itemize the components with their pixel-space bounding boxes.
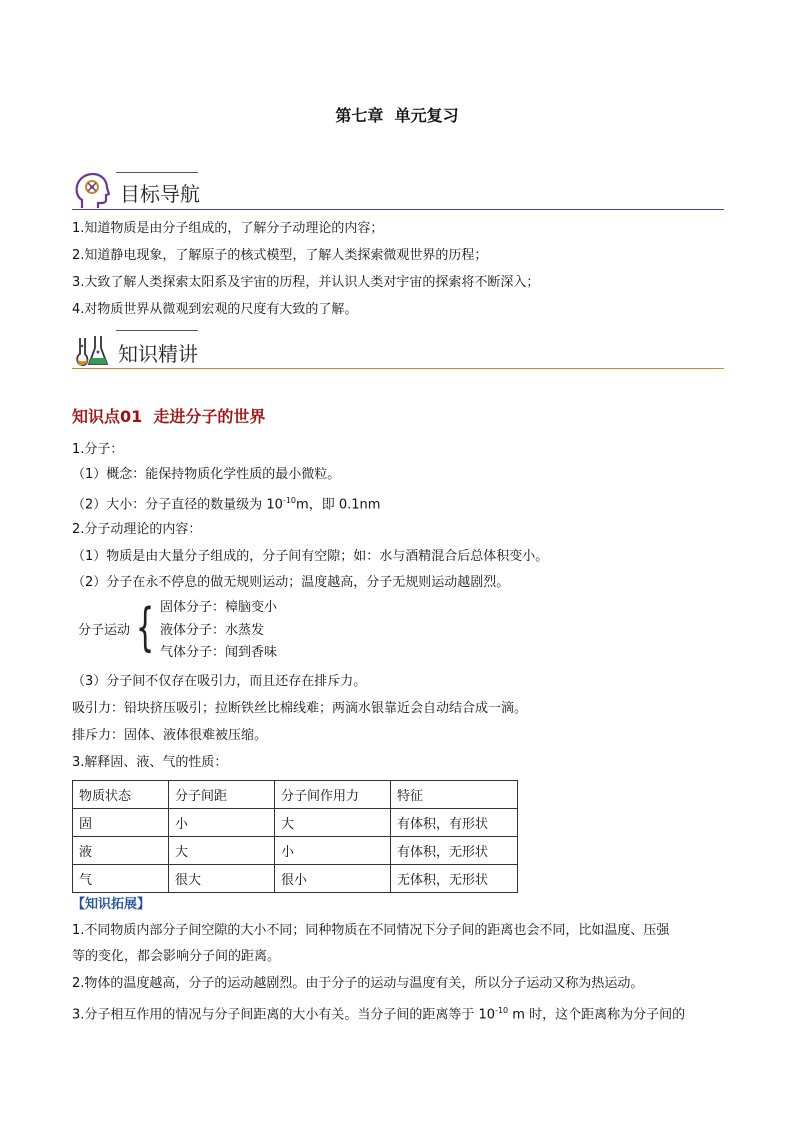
goal-item: 1.知道物质是由分子组成的，了解分子动理论的内容； — [72, 221, 384, 236]
extension-text: m 时，这个距离称为分子间的 — [508, 1007, 686, 1023]
body-line: （1）物质是由大量分子组成的，分子间有空隙；如：水与酒精混合后总体积变小。 — [72, 549, 549, 564]
table-header-row — [73, 781, 518, 809]
extension-line: 1.不同物质内部分子间空隙的大小不同；同种物质在不同情况下分子间的距离也会不同，比如温度、压强 — [72, 923, 670, 938]
body-line: 3.解释固、液、气的性质： — [72, 755, 228, 770]
states-table — [72, 780, 518, 893]
table-header-cell: 物质状态 — [73, 781, 169, 809]
motion-item: 液体分子：水蒸发 — [160, 623, 265, 638]
section-knowledge-header — [72, 328, 724, 372]
goal-item: 4.对物质世界从微观到宏观的尺度有大致的了解。 — [72, 302, 358, 317]
table-cell: 小 — [275, 837, 391, 865]
table-cell: 小 — [169, 809, 275, 837]
body-line: 2.分子动理论的内容： — [72, 522, 202, 537]
table-cell: 有体积，无形状 — [391, 837, 518, 865]
table-cell: 有体积，有形状 — [391, 809, 518, 837]
extension-line — [72, 1002, 685, 1024]
molecule-size-unit: m，即 0.1nm — [296, 497, 381, 513]
section-target-header — [72, 170, 724, 214]
exponent: -10 — [495, 1006, 509, 1015]
motion-item: 固体分子：樟脑变小 — [160, 600, 278, 615]
table-row — [73, 837, 518, 865]
table-header-cell: 特征 — [391, 781, 518, 809]
extension-label: 【知识拓展】 — [72, 897, 151, 912]
table-cell: 液 — [73, 837, 169, 865]
body-line: （2）分子在永不停息的做无规则运动；温度越高，分子无规则运动越剧烈。 — [72, 575, 510, 590]
table-header-cell: 分子间作用力 — [275, 781, 391, 809]
extension-line: 2.物体的温度越高，分子的运动越剧烈。由于分子的运动与温度有关，所以分子运动又称为热运动。 — [72, 976, 644, 991]
knowledge-point-title: 知识点01 走进分子的世界 — [72, 407, 266, 426]
extension-text: 3.分子相互作用的情况与分子间距离的大小有关。当分子间的距离等于 10 — [72, 1007, 496, 1023]
extension-line: 等的变化，都会影响分子间的距离。 — [72, 949, 281, 964]
goal-item: 2.知道静电现象，了解原子的核式模型，了解人类探索微观世界的历程； — [72, 248, 488, 263]
section-heading: 目标导航 — [120, 182, 200, 206]
section-heading: 知识精讲 — [118, 342, 198, 366]
section-rule — [72, 209, 724, 210]
table-cell: 固 — [73, 809, 169, 837]
page-title: 第七章 单元复习 — [335, 106, 459, 125]
body-line: 排斥力：固体、液体很难被压缩。 — [72, 728, 268, 743]
section-rule — [72, 368, 724, 369]
table-cell: 很小 — [275, 865, 391, 893]
motion-label: 分子运动 — [78, 623, 131, 638]
head-gear-icon — [74, 172, 110, 210]
molecule-size-text: （2）大小：分子直径的数量级为 10 — [72, 497, 283, 513]
section-top-rule — [116, 172, 198, 173]
motion-item: 气体分子：闻到香味 — [160, 645, 278, 660]
table-row — [73, 865, 518, 893]
body-line — [72, 492, 380, 514]
body-line: （3）分子间不仅存在吸引力，而且还存在排斥力。 — [72, 674, 367, 689]
body-line: 1.分子： — [72, 442, 124, 457]
exponent: -10 — [282, 496, 297, 505]
table-cell: 气 — [73, 865, 169, 893]
body-line: 吸引力：铅块挤压吸引；拉断铁丝比棉线难；两滴水银靠近会自动结合成一滴。 — [72, 701, 528, 716]
table-cell: 无体积，无形状 — [391, 865, 518, 893]
table-row — [73, 809, 518, 837]
flask-icon — [74, 332, 112, 368]
table-cell: 大 — [275, 809, 391, 837]
body-line: （1）概念：能保持物质化学性质的最小微粒。 — [72, 467, 341, 482]
goal-item: 3.大致了解人类探索太阳系及宇宙的历程，并认识人类对宇宙的探索将不断深入； — [72, 275, 540, 290]
table-header-cell: 分子间距 — [169, 781, 275, 809]
curly-brace: { — [136, 598, 155, 658]
table-cell: 很大 — [169, 865, 275, 893]
section-top-rule — [116, 330, 198, 331]
table-cell: 大 — [169, 837, 275, 865]
